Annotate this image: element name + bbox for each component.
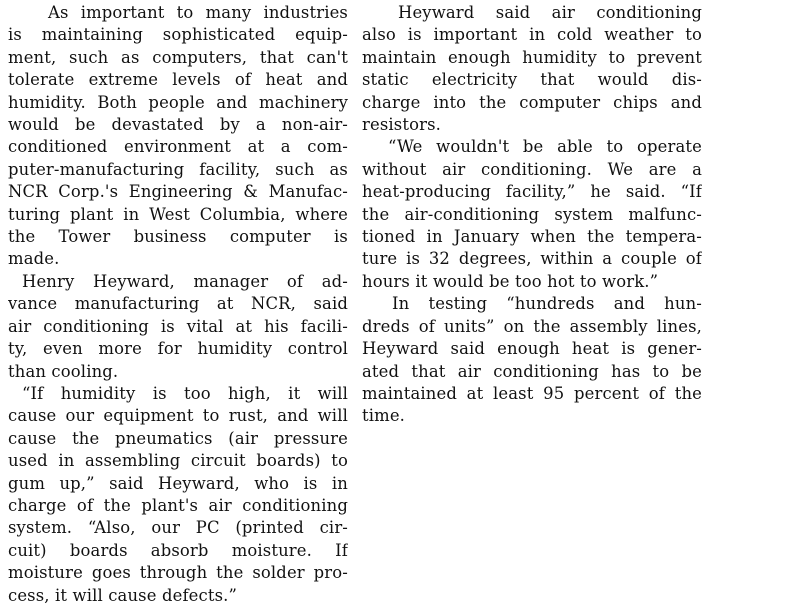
text-line: cause the pneumatics (air pressure	[8, 428, 348, 448]
text-line: vance manufacturing at NCR, said	[8, 294, 348, 314]
text-line: is maintaining sophisticated equip-	[8, 25, 348, 45]
text-line: heat-producing facility,” he said. “If	[362, 182, 702, 202]
text-line: tolerate extreme levels of heat and	[8, 70, 348, 90]
text-line: turing plant in West Columbia, where	[8, 204, 348, 224]
text-line: NCR Corp.'s Engineering & Manufac-	[8, 182, 348, 202]
text-line: air conditioning is vital at his facili-	[8, 316, 348, 336]
text-line: used in assembling circuit boards) to	[8, 451, 348, 471]
paragraph-1	[8, 2, 348, 271]
text-line: Heyward said enough heat is gener-	[362, 339, 702, 359]
paragraph-2	[8, 271, 348, 383]
article-column-right	[362, 2, 702, 428]
text-line: cuit) boards absorb moisture. If	[8, 540, 348, 560]
text-line: dreds of units” on the assembly lines,	[362, 316, 702, 336]
text-line: In testing “hundreds and hun-	[392, 294, 702, 314]
text-line: also is important in cold weather to	[362, 25, 702, 45]
text-line: “We wouldn't be able to operate	[388, 137, 702, 157]
text-line: ty, even more for humidity control	[8, 339, 348, 359]
text-line: system. “Also, our PC (printed cir-	[8, 518, 348, 538]
text-line: maintain enough humidity to prevent	[362, 47, 702, 67]
text-line: static electricity that would dis-	[362, 70, 702, 90]
text-line: hours it would be too hot to work.”	[362, 271, 659, 291]
paragraph-3	[8, 383, 348, 607]
paragraph-4	[362, 2, 702, 136]
paragraph-5	[362, 136, 702, 293]
text-line: time.	[362, 406, 406, 426]
text-line: As important to many industries	[48, 3, 348, 22]
text-line: Heyward said air conditioning	[398, 3, 702, 22]
text-line: ment, such as computers, that can't	[8, 47, 348, 67]
text-line: than cooling.	[8, 361, 119, 381]
text-line: made.	[8, 249, 60, 269]
paragraph-6	[362, 293, 702, 427]
text-line: maintained at least 95 percent of the	[362, 383, 702, 403]
text-line: the air-conditioning system malfunc-	[362, 204, 702, 224]
text-line: tioned in January when the tempera-	[362, 227, 702, 247]
text-line: ture is 32 degrees, within a couple of	[362, 249, 702, 269]
text-line: cess, it will cause defects.”	[8, 585, 238, 605]
text-line: humidity. Both people and machinery	[8, 92, 348, 112]
text-line: “If humidity is too high, it will	[22, 383, 348, 403]
text-line: conditioned environment at a com-	[8, 137, 348, 157]
text-line: the Tower business computer is	[8, 227, 348, 247]
text-line: resistors.	[362, 115, 442, 135]
text-line: charge of the plant's air conditioning	[8, 495, 348, 515]
text-line: without air conditioning. We are a	[362, 159, 702, 179]
text-line: would be devastated by a non-air-	[8, 115, 348, 135]
text-line: cause our equipment to rust, and will	[8, 406, 348, 426]
article-column-left	[8, 2, 348, 607]
text-line: moisture goes through the solder pro-	[8, 563, 348, 583]
text-line: Henry Heyward, manager of ad-	[22, 271, 348, 291]
text-line: puter-manufacturing facility, such as	[8, 159, 348, 179]
text-line: ated that air conditioning has to be	[362, 361, 702, 381]
text-line: charge into the computer chips and	[362, 92, 702, 112]
text-line: gum up,” said Heyward, who is in	[8, 473, 348, 493]
